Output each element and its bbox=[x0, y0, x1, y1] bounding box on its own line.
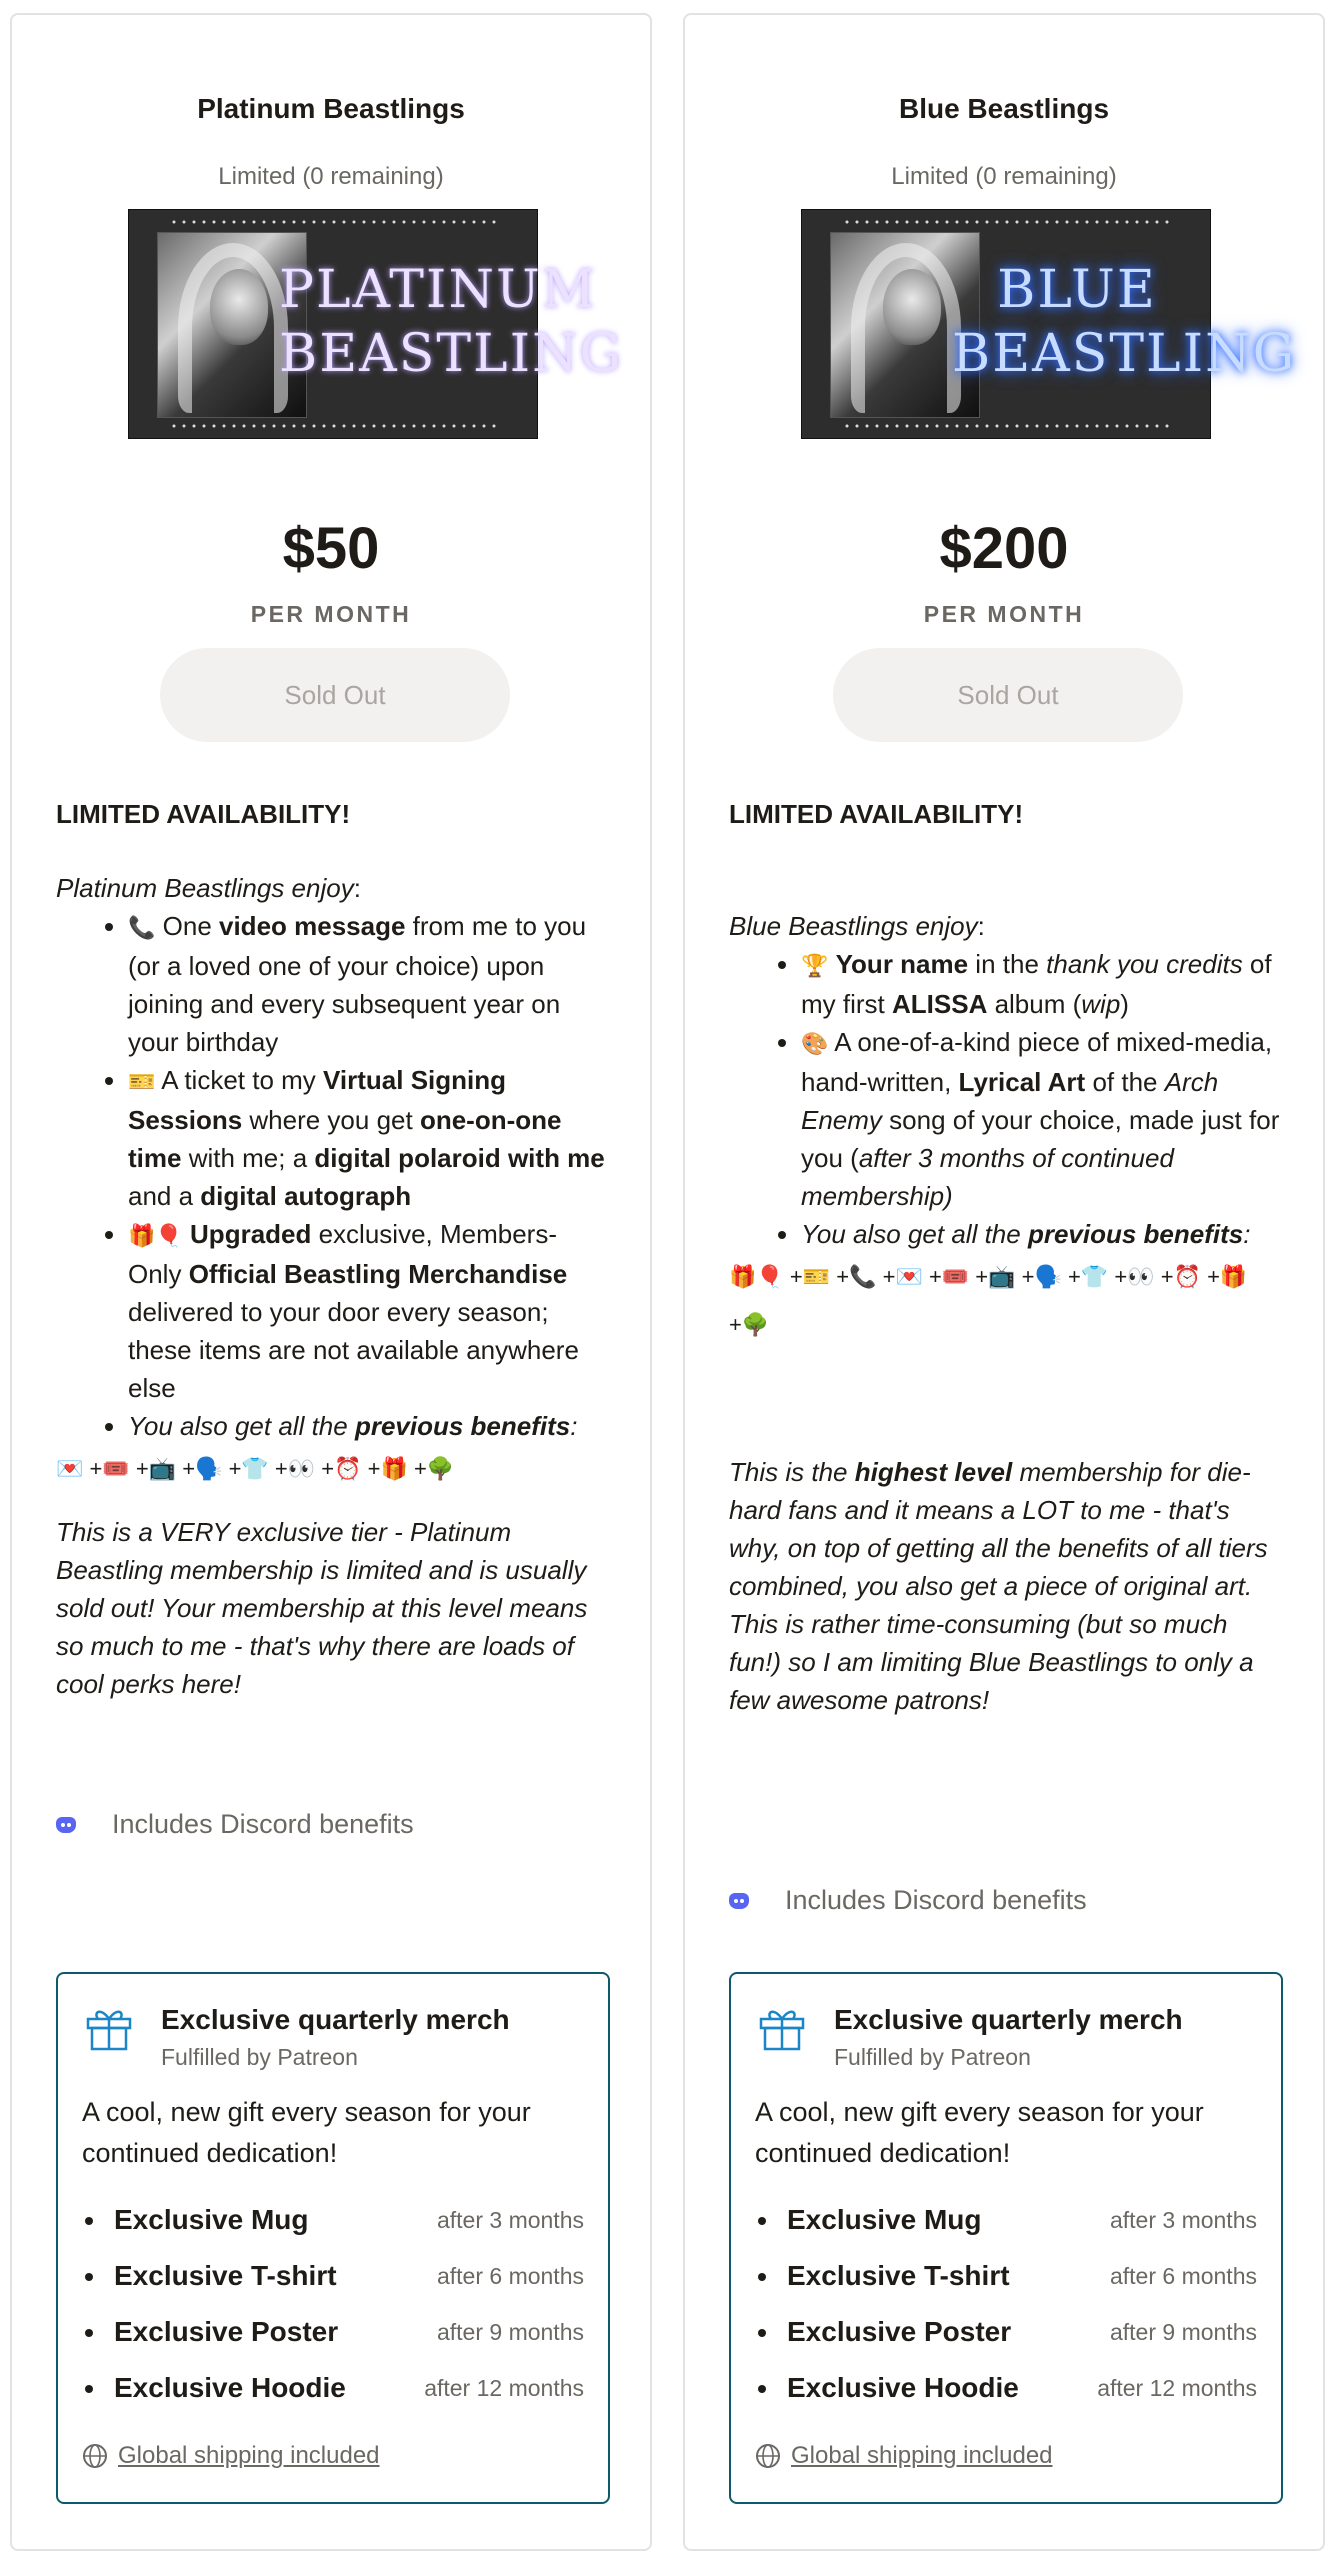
merch-description: A cool, new gift every season for your continued dedication! bbox=[755, 2097, 1204, 2168]
merch-item: Exclusive Hoodie after 12 months bbox=[755, 2360, 1257, 2416]
discord-icon bbox=[729, 1893, 749, 1909]
merch-item: Exclusive Poster after 9 months bbox=[82, 2304, 584, 2360]
global-shipping-link[interactable]: Global shipping included bbox=[791, 2442, 1053, 2469]
merch-subtitle: Fulfilled by Patreon bbox=[834, 2044, 1031, 2070]
benefit-emoji-icon: 🎁🎈 bbox=[128, 1223, 183, 1248]
gift-icon bbox=[84, 2002, 134, 2052]
tier-remaining: Limited (0 remaining) bbox=[891, 163, 1117, 190]
discord-benefits: Includes Discord benefits bbox=[729, 1885, 1087, 1916]
tier-card-platinum bbox=[10, 13, 652, 2551]
benefit-item: • 📞 One video message from me to you (or a loved one of your choice) upon joining and every subsequent year on your birthday bbox=[128, 907, 610, 1061]
benefit-item: • 🎨 A one-of-a-kind piece of mixed-media, hand-written, Lyrical Art of the Arch Enemy song of your choice, made just for you (after 3 months of continued membership) bbox=[801, 1023, 1283, 1215]
banner-logo-text: PLATINUM BEASTLING bbox=[279, 260, 624, 384]
shipping-info bbox=[755, 2442, 1053, 2470]
limited-availability: LIMITED AVAILABILITY! bbox=[729, 799, 1024, 829]
tier-price: $50 bbox=[282, 516, 380, 581]
merch-item: Exclusive Hoodie after 12 months bbox=[82, 2360, 584, 2416]
discord-benefits: Includes Discord benefits bbox=[56, 1809, 414, 1840]
tier-period: PER MONTH bbox=[923, 601, 1085, 627]
enjoy-line: Platinum Beastlings enjoy: bbox=[56, 873, 361, 903]
tier-description bbox=[729, 795, 1283, 1753]
merch-item: Exclusive Mug after 3 months bbox=[755, 2192, 1257, 2248]
limited-availability: LIMITED AVAILABILITY! bbox=[56, 799, 351, 829]
merch-box bbox=[729, 1972, 1283, 2504]
tier-remaining: Limited (0 remaining) bbox=[218, 163, 444, 190]
merch-item-list bbox=[755, 2192, 1257, 2416]
merch-item: Exclusive T-shirt after 6 months bbox=[82, 2248, 584, 2304]
merch-box bbox=[56, 1972, 610, 2504]
merch-item-list bbox=[82, 2192, 584, 2416]
benefit-list bbox=[56, 907, 610, 1445]
benefit-emoji-icon: 🏆 bbox=[801, 953, 829, 978]
benefit-item: • 🏆 Your name in the thank you credits of my first ALISSA album (wip) bbox=[801, 945, 1283, 1023]
sold-out-button[interactable]: Sold Out bbox=[160, 648, 510, 742]
benefit-emoji-icon: 🎨 bbox=[801, 1031, 829, 1056]
tier-banner-image bbox=[801, 209, 1297, 439]
sold-out-button[interactable]: Sold Out bbox=[833, 648, 1183, 742]
benefit-item: • You also get all the previous benefits: bbox=[128, 1407, 610, 1445]
tier-banner-image bbox=[128, 209, 624, 439]
tier-period: PER MONTH bbox=[250, 601, 412, 627]
globe-icon bbox=[82, 2443, 108, 2469]
previous-benefits-emoji: 💌 +🎟️ +📺 +🗣️ +👕 +👀 +⏰ +🎁 +🌳 bbox=[56, 1456, 455, 1481]
merch-item: Exclusive Mug after 3 months bbox=[82, 2192, 584, 2248]
benefit-item: • 🎫 A ticket to my Virtual Signing Sessions where you get one-on-one time with me; a digital polaroid with me and a digital autograph bbox=[128, 1061, 610, 1215]
global-shipping-link[interactable]: Global shipping included bbox=[118, 2442, 380, 2469]
benefit-emoji-icon: 📞 bbox=[128, 915, 156, 940]
merch-item: Exclusive T-shirt after 6 months bbox=[755, 2248, 1257, 2304]
merch-title: Exclusive quarterly merch bbox=[834, 2004, 1183, 2035]
tier-title: Platinum Beastlings bbox=[197, 93, 465, 124]
tier-title: Blue Beastlings bbox=[898, 93, 1110, 124]
tier-closing-text: This is a VERY exclusive tier - Platinum Beastling membership is limited and is usually sold out! Your membership at this level means so much to me - that's why there are loads of cool perks here! bbox=[56, 1517, 588, 1699]
merch-subtitle: Fulfilled by Patreon bbox=[161, 2044, 358, 2070]
shipping-info bbox=[82, 2442, 380, 2470]
tier-card-blue bbox=[683, 13, 1325, 2551]
banner-logo-text: BLUE BEASTLING bbox=[952, 260, 1297, 384]
benefit-item: • 🎁🎈 Upgraded exclusive, Members-Only Official Beastling Merchandise delivered to your door every season; these items are not available anywhere else bbox=[128, 1215, 610, 1407]
merch-item: Exclusive Poster after 9 months bbox=[755, 2304, 1257, 2360]
globe-icon bbox=[755, 2443, 781, 2469]
previous-benefits-emoji: 🎁🎈 +🎫 +📞 +💌 +🎟️ +📺 +🗣️ +👕 +👀 +⏰ +🎁 +🌳 bbox=[729, 1264, 1248, 1337]
tier-closing-text: This is the highest level membership for die-hard fans and it means a LOT to me - that's why, on top of getting all the benefits of all tiers combined, you also get a piece of original art. This is rather time-consuming (but so much fun!) so I am limiting Blue Beastlings to only a few awesome patrons! bbox=[729, 1457, 1268, 1715]
merch-description: A cool, new gift every season for your continued dedication! bbox=[82, 2097, 531, 2168]
gift-icon bbox=[757, 2002, 807, 2052]
merch-title: Exclusive quarterly merch bbox=[161, 2004, 510, 2035]
tier-price: $200 bbox=[939, 516, 1069, 581]
tier-description bbox=[56, 795, 610, 1698]
benefit-list bbox=[729, 945, 1283, 1253]
enjoy-line: Blue Beastlings enjoy: bbox=[729, 911, 985, 941]
benefit-emoji-icon: 🎫 bbox=[128, 1069, 156, 1094]
benefit-item: • You also get all the previous benefits: bbox=[801, 1215, 1283, 1253]
discord-icon bbox=[56, 1817, 76, 1833]
